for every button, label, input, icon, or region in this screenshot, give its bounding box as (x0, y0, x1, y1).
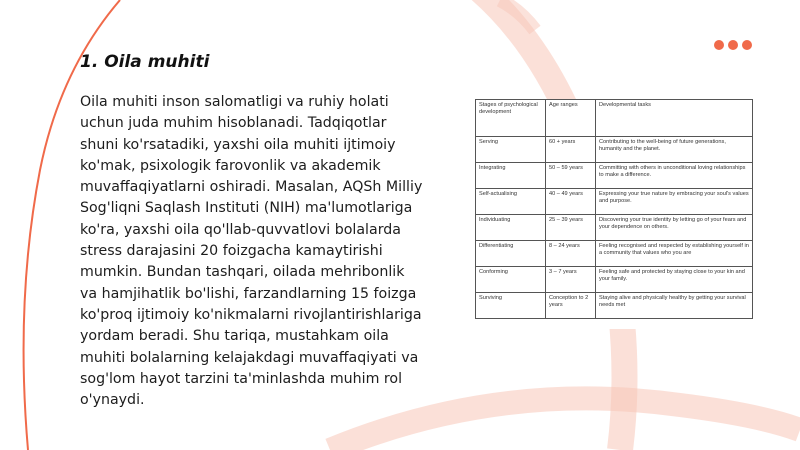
table-row (476, 163, 753, 189)
section-heading: 1. Oila muhiti (80, 52, 210, 72)
cell-age: 50 – 59 years (546, 163, 596, 189)
cell-task: Discovering your true identity by letting go of your fears and your dependence on others. (596, 215, 753, 241)
cell-task: Expressing your true nature by embracing your soul's values and purpose. (596, 189, 753, 215)
table-row (476, 267, 753, 293)
stages-table (475, 99, 753, 319)
cell-stage: Conforming (476, 267, 546, 293)
cell-age: 40 – 49 years (546, 189, 596, 215)
dot (728, 40, 738, 50)
table-header-row (476, 100, 753, 137)
table-row (476, 241, 753, 267)
table-row (476, 215, 753, 241)
cell-stage: Integrating (476, 163, 546, 189)
cell-age: 60 + years (546, 137, 596, 163)
cell-task: Staying alive and physically healthy by getting your survival needs met (596, 293, 753, 319)
cell-task: Feeling recognised and respected by establishing yourself in a community that values who you are (596, 241, 753, 267)
header-stage: Stages of psychological development (476, 100, 546, 137)
table-row (476, 137, 753, 163)
cell-task: Feeling safe and protected by staying close to your kin and your family. (596, 267, 753, 293)
body-paragraph: Oila muhiti inson salomatligi va ruhiy holati uchun juda muhim hisoblanadi. Tadqiqotlar shuni ko'rsatadiki, yaxshi oila muhiti ijtimoiy ko'mak, psixologik farovonlik va akademik muvaffaqiyatlarni oshiradi. Masalan, AQSh Milliy Sog'liqni Saqlash Instituti (NIH) ma'lumotlariga ko'ra, yaxshi oila qo'llab-quvvatlovi bolalarda stress darajasini 20 foizgacha kamaytirishi mumkin. Bundan tashqari, oilada mehribonlik va hamjihatlik bo'lishi, farzandlarning 15 foizga ko'proq ijtimoiy ko'nikmalarni rivojlantirishlariga yordam beradi. Shu tariqa, mustahkam oila muhiti bolalarning kelajakdagi muvaffaqiyati va sog'lom hayot tarzini ta'minlashda muhim rol o'ynaydi. (80, 94, 423, 409)
stages-table-image (475, 99, 752, 329)
cell-task: Committing with others in unconditional loving relationships to make a difference. (596, 163, 753, 189)
cell-age: 25 – 39 years (546, 215, 596, 241)
cell-age: Conception to 2 years (546, 293, 596, 319)
cell-stage: Surviving (476, 293, 546, 319)
header-age: Age ranges (546, 100, 596, 137)
cell-task: Contributing to the well-being of future generations, humanity and the planet. (596, 137, 753, 163)
three-dots-icon (714, 40, 752, 50)
cell-stage: Self-actualising (476, 189, 546, 215)
dot (742, 40, 752, 50)
dot (714, 40, 724, 50)
table-row (476, 189, 753, 215)
table-row (476, 293, 753, 319)
cell-age: 3 – 7 years (546, 267, 596, 293)
header-tasks: Developmental tasks (596, 100, 753, 137)
cell-stage: Individuating (476, 215, 546, 241)
cell-stage: Serving (476, 137, 546, 163)
cell-stage: Differentiating (476, 241, 546, 267)
cell-age: 8 – 24 years (546, 241, 596, 267)
